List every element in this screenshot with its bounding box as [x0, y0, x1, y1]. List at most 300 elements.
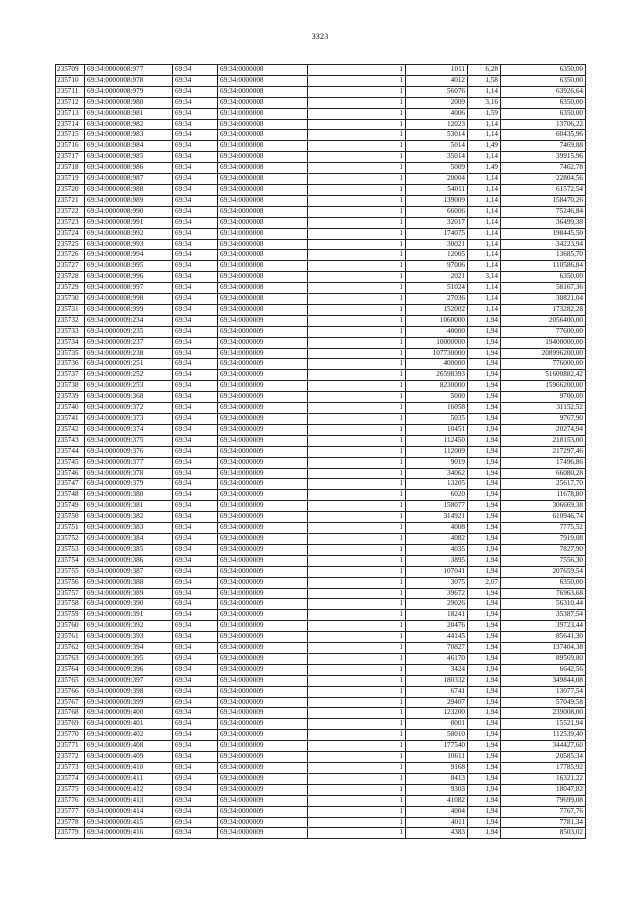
quarter-cell: 69:34:0000008	[218, 174, 308, 185]
quarter-cell: 69:34:0000009	[218, 686, 308, 697]
district-code-cell: 69:34	[173, 217, 218, 228]
count-cell: 1	[308, 392, 406, 403]
district-code-cell: 69:34	[173, 741, 218, 752]
row-number-cell: 235715	[56, 130, 85, 141]
row-number-cell: 235732	[56, 315, 85, 326]
row-number-cell: 235739	[56, 392, 85, 403]
district-code-cell: 69:34	[173, 206, 218, 217]
rate-cell: 1,14	[468, 119, 501, 130]
table-row	[56, 544, 586, 555]
quarter-cell: 69:34:0000009	[218, 708, 308, 719]
district-code-cell: 69:34	[173, 588, 218, 599]
rate-cell: 1,14	[468, 184, 501, 195]
area-cell: 3424	[406, 664, 468, 675]
cadastral-value-cell: 344427,60	[501, 741, 586, 752]
table-row	[56, 632, 586, 643]
quarter-cell: 69:34:0000009	[218, 610, 308, 621]
cadastral-value-table	[55, 64, 586, 839]
cadastral-number-cell: 69:34:0000009:253	[85, 381, 173, 392]
quarter-cell: 69:34:0000009	[218, 370, 308, 381]
quarter-cell: 69:34:0000008	[218, 239, 308, 250]
district-code-cell: 69:34	[173, 315, 218, 326]
count-cell: 1	[308, 501, 406, 512]
cadastral-value-cell: 239008,00	[501, 708, 586, 719]
cadastral-value-cell: 173282,28	[501, 304, 586, 315]
quarter-cell: 69:34:0000008	[218, 272, 308, 283]
count-cell: 1	[308, 414, 406, 425]
cadastral-number-cell: 69:34:0000009:399	[85, 697, 173, 708]
count-cell: 1	[308, 119, 406, 130]
quarter-cell: 69:34:0000009	[218, 512, 308, 523]
district-code-cell: 69:34	[173, 348, 218, 359]
rate-cell: 1,94	[468, 501, 501, 512]
rate-cell: 1,94	[468, 599, 501, 610]
count-cell: 1	[308, 326, 406, 337]
district-code-cell: 69:34	[173, 512, 218, 523]
cadastral-number-cell: 69:34:0000009:373	[85, 414, 173, 425]
table-row	[56, 773, 586, 784]
rate-cell: 1,94	[468, 752, 501, 763]
quarter-cell: 69:34:0000009	[218, 544, 308, 555]
quarter-cell: 69:34:0000009	[218, 533, 308, 544]
table-row	[56, 599, 586, 610]
quarter-cell: 69:34:0000009	[218, 599, 308, 610]
area-cell: 54011	[406, 184, 468, 195]
district-code-cell: 69:34	[173, 75, 218, 86]
cadastral-value-cell: 2056400,00	[501, 315, 586, 326]
table-row	[56, 75, 586, 86]
cadastral-value-cell: 20274,94	[501, 424, 586, 435]
district-code-cell: 69:34	[173, 479, 218, 490]
rate-cell: 1,94	[468, 795, 501, 806]
district-code-cell: 69:34	[173, 490, 218, 501]
district-code-cell: 69:34	[173, 719, 218, 730]
district-code-cell: 69:34	[173, 294, 218, 305]
cadastral-number-cell: 69:34:0000009:393	[85, 632, 173, 643]
rate-cell: 3,16	[468, 97, 501, 108]
district-code-cell: 69:34	[173, 86, 218, 97]
cadastral-value-cell: 17496,86	[501, 457, 586, 468]
row-number-cell: 235743	[56, 435, 85, 446]
table-row	[56, 206, 586, 217]
cadastral-number-cell: 69:34:0000009:368	[85, 392, 173, 403]
count-cell: 1	[308, 315, 406, 326]
district-code-cell: 69:34	[173, 544, 218, 555]
quarter-cell: 69:34:0000008	[218, 228, 308, 239]
cadastral-value-cell: 8503,02	[501, 828, 586, 839]
row-number-cell: 235718	[56, 163, 85, 174]
row-number-cell: 235776	[56, 795, 85, 806]
row-number-cell: 235722	[56, 206, 85, 217]
district-code-cell: 69:34	[173, 446, 218, 457]
quarter-cell: 69:34:0000009	[218, 664, 308, 675]
rate-cell: 2,07	[468, 577, 501, 588]
area-cell: 152002	[406, 304, 468, 315]
table-row	[56, 141, 586, 152]
cadastral-value-cell: 39915,96	[501, 152, 586, 163]
count-cell: 1	[308, 632, 406, 643]
cadastral-value-cell: 15521,94	[501, 719, 586, 730]
area-cell: 30021	[406, 239, 468, 250]
table-row	[56, 184, 586, 195]
area-cell: 4035	[406, 544, 468, 555]
rate-cell: 1,94	[468, 457, 501, 468]
area-cell: 1011	[406, 65, 468, 76]
area-cell: 5035	[406, 414, 468, 425]
count-cell: 1	[308, 599, 406, 610]
rate-cell: 1,94	[468, 697, 501, 708]
cadastral-number-cell: 69:34:0000009:251	[85, 359, 173, 370]
rate-cell: 1,94	[468, 403, 501, 414]
cadastral-value-cell: 610946,74	[501, 512, 586, 523]
area-cell: 29407	[406, 697, 468, 708]
rate-cell: 1,14	[468, 261, 501, 272]
district-code-cell: 69:34	[173, 65, 218, 76]
quarter-cell: 69:34:0000009	[218, 523, 308, 534]
cadastral-number-cell: 69:34:0000009:382	[85, 512, 173, 523]
page-number: 3323	[311, 32, 329, 41]
rate-cell: 1,94	[468, 675, 501, 686]
rate-cell: 1,94	[468, 435, 501, 446]
area-cell: 6741	[406, 686, 468, 697]
cadastral-value-cell: 7827,90	[501, 544, 586, 555]
count-cell: 1	[308, 403, 406, 414]
cadastral-value-cell: 6350,00	[501, 65, 586, 76]
district-code-cell: 69:34	[173, 730, 218, 741]
cadastral-number-cell: 69:34:0000009:380	[85, 490, 173, 501]
quarter-cell: 69:34:0000009	[218, 326, 308, 337]
district-code-cell: 69:34	[173, 828, 218, 839]
count-cell: 1	[308, 86, 406, 97]
rate-cell: 1,59	[468, 108, 501, 119]
rate-cell: 1,94	[468, 544, 501, 555]
count-cell: 1	[308, 206, 406, 217]
district-code-cell: 69:34	[173, 533, 218, 544]
count-cell: 1	[308, 675, 406, 686]
cadastral-value-cell: 217297,46	[501, 446, 586, 457]
table-row	[56, 86, 586, 97]
district-code-cell: 69:34	[173, 250, 218, 261]
rate-cell: 1,14	[468, 217, 501, 228]
quarter-cell: 69:34:0000009	[218, 828, 308, 839]
cadastral-number-cell: 69:34:0000009:391	[85, 610, 173, 621]
table-row	[56, 457, 586, 468]
quarter-cell: 69:34:0000008	[218, 195, 308, 206]
cadastral-number-cell: 69:34:0000008:998	[85, 294, 173, 305]
cadastral-value-cell: 9767,90	[501, 414, 586, 425]
table-row	[56, 370, 586, 381]
table-row	[56, 675, 586, 686]
count-cell: 1	[308, 621, 406, 632]
cadastral-number-cell: 69:34:0000009:379	[85, 479, 173, 490]
count-cell: 1	[308, 784, 406, 795]
count-cell: 1	[308, 152, 406, 163]
row-number-cell: 235774	[56, 773, 85, 784]
row-number-cell: 235754	[56, 555, 85, 566]
district-code-cell: 69:34	[173, 664, 218, 675]
quarter-cell: 69:34:0000008	[218, 97, 308, 108]
row-number-cell: 235716	[56, 141, 85, 152]
cadastral-number-cell: 69:34:0000009:398	[85, 686, 173, 697]
table-row	[56, 283, 586, 294]
table-row	[56, 588, 586, 599]
cadastral-value-cell: 61572,54	[501, 184, 586, 195]
district-code-cell: 69:34	[173, 501, 218, 512]
row-number-cell: 235719	[56, 174, 85, 185]
cadastral-value-cell: 7781,34	[501, 817, 586, 828]
cadastral-number-cell: 69:34:0000009:234	[85, 315, 173, 326]
count-cell: 1	[308, 195, 406, 206]
table-row	[56, 686, 586, 697]
cadastral-number-cell: 69:34:0000009:389	[85, 588, 173, 599]
table-row	[56, 490, 586, 501]
count-cell: 1	[308, 795, 406, 806]
district-code-cell: 69:34	[173, 784, 218, 795]
quarter-cell: 69:34:0000009	[218, 403, 308, 414]
count-cell: 1	[308, 697, 406, 708]
row-number-cell: 235777	[56, 806, 85, 817]
quarter-cell: 69:34:0000009	[218, 741, 308, 752]
table-row	[56, 828, 586, 839]
quarter-cell: 69:34:0000008	[218, 86, 308, 97]
district-code-cell: 69:34	[173, 403, 218, 414]
area-cell: 20476	[406, 621, 468, 632]
count-cell: 1	[308, 523, 406, 534]
table-row	[56, 108, 586, 119]
cadastral-number-cell: 69:34:0000009:372	[85, 403, 173, 414]
district-code-cell: 69:34	[173, 359, 218, 370]
table-row	[56, 806, 586, 817]
district-code-cell: 69:34	[173, 708, 218, 719]
cadastral-number-cell: 69:34:0000009:401	[85, 719, 173, 730]
cadastral-value-cell: 57049,58	[501, 697, 586, 708]
row-number-cell: 235724	[56, 228, 85, 239]
cadastral-number-cell: 69:34:0000009:408	[85, 741, 173, 752]
rate-cell: 1,94	[468, 512, 501, 523]
district-code-cell: 69:34	[173, 577, 218, 588]
quarter-cell: 69:34:0000009	[218, 697, 308, 708]
table-row	[56, 97, 586, 108]
count-cell: 1	[308, 381, 406, 392]
table-row	[56, 174, 586, 185]
area-cell: 107041	[406, 566, 468, 577]
area-cell: 12005	[406, 250, 468, 261]
row-number-cell: 235763	[56, 653, 85, 664]
row-number-cell: 235713	[56, 108, 85, 119]
count-cell: 1	[308, 643, 406, 654]
count-cell: 1	[308, 653, 406, 664]
district-code-cell: 69:34	[173, 239, 218, 250]
area-cell: 97006	[406, 261, 468, 272]
table-row	[56, 664, 586, 675]
quarter-cell: 69:34:0000009	[218, 621, 308, 632]
cadastral-value-cell: 218153,00	[501, 435, 586, 446]
quarter-cell: 69:34:0000008	[218, 304, 308, 315]
area-cell: 4011	[406, 817, 468, 828]
quarter-cell: 69:34:0000008	[218, 163, 308, 174]
district-code-cell: 69:34	[173, 686, 218, 697]
cadastral-number-cell: 69:34:0000009:402	[85, 730, 173, 741]
cadastral-number-cell: 69:34:0000009:409	[85, 752, 173, 763]
rate-cell: 1,94	[468, 381, 501, 392]
table-row	[56, 304, 586, 315]
area-cell: 8230000	[406, 381, 468, 392]
cadastral-number-cell: 69:34:0000008:990	[85, 206, 173, 217]
district-code-cell: 69:34	[173, 326, 218, 337]
quarter-cell: 69:34:0000008	[218, 152, 308, 163]
cadastral-number-cell: 69:34:0000008:986	[85, 163, 173, 174]
row-number-cell: 235744	[56, 446, 85, 457]
count-cell: 1	[308, 130, 406, 141]
cadastral-value-cell: 7775,52	[501, 523, 586, 534]
quarter-cell: 69:34:0000009	[218, 381, 308, 392]
count-cell: 1	[308, 577, 406, 588]
cadastral-number-cell: 69:34:0000008:999	[85, 304, 173, 315]
rate-cell: 1,14	[468, 228, 501, 239]
table-row	[56, 697, 586, 708]
count-cell: 1	[308, 239, 406, 250]
cadastral-value-cell: 19400000,00	[501, 337, 586, 348]
cadastral-value-cell: 35387,54	[501, 610, 586, 621]
row-number-cell: 235737	[56, 370, 85, 381]
cadastral-value-cell: 158470,26	[501, 195, 586, 206]
area-cell: 139009	[406, 195, 468, 206]
quarter-cell: 69:34:0000009	[218, 653, 308, 664]
area-cell: 123200	[406, 708, 468, 719]
cadastral-value-cell: 51600882,42	[501, 370, 586, 381]
area-cell: 9019	[406, 457, 468, 468]
area-cell: 29026	[406, 599, 468, 610]
cadastral-number-cell: 69:34:0000009:396	[85, 664, 173, 675]
table-row	[56, 468, 586, 479]
area-cell: 5014	[406, 141, 468, 152]
table-row	[56, 446, 586, 457]
rate-cell: 1,14	[468, 250, 501, 261]
rate-cell: 1,94	[468, 773, 501, 784]
count-cell: 1	[308, 773, 406, 784]
district-code-cell: 69:34	[173, 817, 218, 828]
quarter-cell: 69:34:0000009	[218, 806, 308, 817]
rate-cell: 1,94	[468, 828, 501, 839]
rate-cell: 1,94	[468, 610, 501, 621]
table-row	[56, 228, 586, 239]
cadastral-value-cell: 18047,82	[501, 784, 586, 795]
cadastral-value-cell: 60435,96	[501, 130, 586, 141]
district-code-cell: 69:34	[173, 675, 218, 686]
row-number-cell: 235771	[56, 741, 85, 752]
cadastral-number-cell: 69:34:0000009:413	[85, 795, 173, 806]
row-number-cell: 235746	[56, 468, 85, 479]
district-code-cell: 69:34	[173, 119, 218, 130]
row-number-cell: 235749	[56, 501, 85, 512]
cadastral-value-cell: 7462,78	[501, 163, 586, 174]
quarter-cell: 69:34:0000008	[218, 261, 308, 272]
cadastral-value-cell: 6350,00	[501, 97, 586, 108]
cadastral-number-cell: 69:34:0000008:997	[85, 283, 173, 294]
count-cell: 1	[308, 544, 406, 555]
row-number-cell: 235748	[56, 490, 85, 501]
area-cell: 32017	[406, 217, 468, 228]
row-number-cell: 235773	[56, 763, 85, 774]
cadastral-number-cell: 69:34:0000009:375	[85, 435, 173, 446]
count-cell: 1	[308, 806, 406, 817]
count-cell: 1	[308, 108, 406, 119]
district-code-cell: 69:34	[173, 653, 218, 664]
row-number-cell: 235726	[56, 250, 85, 261]
cadastral-value-cell: 137404,38	[501, 643, 586, 654]
count-cell: 1	[308, 555, 406, 566]
area-cell: 41082	[406, 795, 468, 806]
row-number-cell: 235723	[56, 217, 85, 228]
cadastral-number-cell: 69:34:0000008:989	[85, 195, 173, 206]
table-row	[56, 163, 586, 174]
row-number-cell: 235720	[56, 184, 85, 195]
district-code-cell: 69:34	[173, 261, 218, 272]
district-code-cell: 69:34	[173, 283, 218, 294]
cadastral-value-cell: 22804,56	[501, 174, 586, 185]
area-cell: 8001	[406, 719, 468, 730]
rate-cell: 3,14	[468, 272, 501, 283]
area-cell: 44145	[406, 632, 468, 643]
area-cell: 5009	[406, 163, 468, 174]
cadastral-number-cell: 69:34:0000009:374	[85, 424, 173, 435]
cadastral-number-cell: 69:34:0000009:395	[85, 653, 173, 664]
district-code-cell: 69:34	[173, 414, 218, 425]
row-number-cell: 235751	[56, 523, 85, 534]
district-code-cell: 69:34	[173, 272, 218, 283]
row-number-cell: 235738	[56, 381, 85, 392]
rate-cell: 1,94	[468, 686, 501, 697]
area-cell: 4012	[406, 75, 468, 86]
table-row	[56, 403, 586, 414]
district-code-cell: 69:34	[173, 304, 218, 315]
district-code-cell: 69:34	[173, 141, 218, 152]
row-number-cell: 235711	[56, 86, 85, 97]
quarter-cell: 69:34:0000009	[218, 337, 308, 348]
quarter-cell: 69:34:0000009	[218, 566, 308, 577]
cadastral-number-cell: 69:34:0000009:252	[85, 370, 173, 381]
count-cell: 1	[308, 65, 406, 76]
cadastral-number-cell: 69:34:0000009:385	[85, 544, 173, 555]
count-cell: 1	[308, 283, 406, 294]
rate-cell: 1,14	[468, 130, 501, 141]
quarter-cell: 69:34:0000009	[218, 795, 308, 806]
quarter-cell: 69:34:0000009	[218, 752, 308, 763]
area-cell: 9168	[406, 763, 468, 774]
cadastral-number-cell: 69:34:0000009:238	[85, 348, 173, 359]
row-number-cell: 235710	[56, 75, 85, 86]
area-cell: 58010	[406, 730, 468, 741]
quarter-cell: 69:34:0000009	[218, 719, 308, 730]
rate-cell: 1,94	[468, 555, 501, 566]
cadastral-value-cell: 30821,04	[501, 294, 586, 305]
count-cell: 1	[308, 75, 406, 86]
row-number-cell: 235768	[56, 708, 85, 719]
table-row	[56, 119, 586, 130]
cadastral-number-cell: 69:34:0000008:995	[85, 261, 173, 272]
rate-cell: 1,94	[468, 523, 501, 534]
count-cell: 1	[308, 457, 406, 468]
district-code-cell: 69:34	[173, 599, 218, 610]
cadastral-number-cell: 69:34:0000008:977	[85, 65, 173, 76]
table-row	[56, 424, 586, 435]
table-row	[56, 315, 586, 326]
table-row	[56, 414, 586, 425]
district-code-cell: 69:34	[173, 184, 218, 195]
district-code-cell: 69:34	[173, 763, 218, 774]
rate-cell: 1,14	[468, 152, 501, 163]
table-row	[56, 326, 586, 337]
